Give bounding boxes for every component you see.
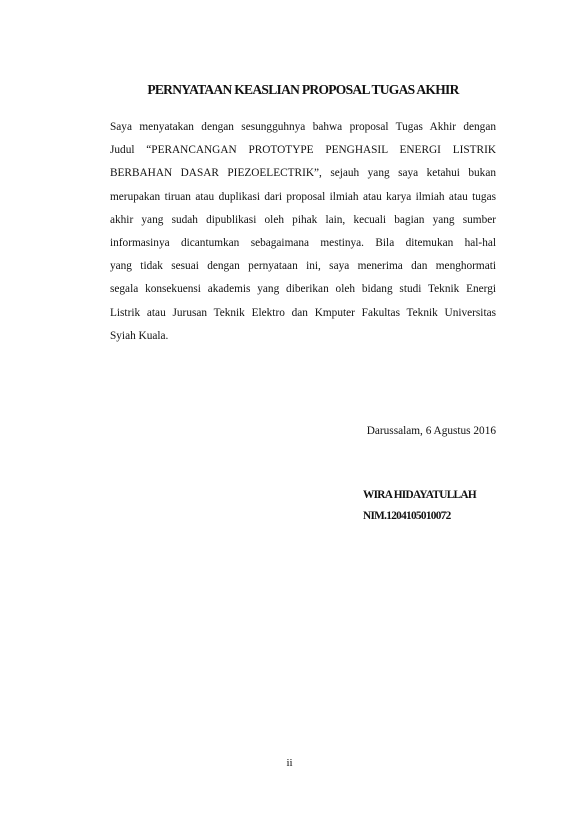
paragraph-line: informasinya dicantumkan sebagaimana mestinya. Bila ditemukan hal-hal	[110, 236, 496, 249]
signer-name: WIRA HIDAYATULLAH	[363, 489, 476, 501]
paragraph-line: merupakan tiruan atau duplikasi dari proposal ilmiah atau karya ilmiah atau tugas	[110, 190, 496, 203]
statement-paragraph	[110, 116, 496, 348]
paragraph-line: akhir yang sudah dipublikasi oleh pihak lain, kecuali bagian yang sumber	[110, 213, 496, 226]
paragraph-line: Saya menyatakan dengan sesungguhnya bahwa proposal Tugas Akhir dengan	[110, 121, 496, 133]
paragraph-line: segala konsekuensi akademis yang diberikan oleh bidang studi Teknik Energi	[110, 283, 496, 296]
signer-nim: NIM.1204105010072	[363, 510, 451, 522]
paragraph-line: Judul “PERANCANGAN PROTOTYPE PENGHASIL ENERGI LISTRIK	[110, 144, 496, 157]
paragraph-line: yang tidak sesuai dengan pernyataan ini, saya menerima dan menghormati	[110, 260, 496, 273]
page-title: PERNYATAAN KEASLIAN PROPOSAL TUGAS AKHIR	[147, 82, 459, 97]
paragraph-line: Syiah Kuala.	[110, 329, 169, 342]
place-and-date: Darussalam, 6 Agustus 2016	[366, 425, 496, 437]
signature-block	[363, 485, 476, 527]
paragraph-line: Listrik atau Jurusan Teknik Elektro dan Kmputer Fakultas Teknik Universitas	[110, 306, 496, 319]
page-number: ii	[286, 757, 293, 769]
paragraph-line: BERBAHAN DASAR PIEZOELECTRIK”, sejauh yang saya ketahui bukan	[110, 167, 496, 180]
